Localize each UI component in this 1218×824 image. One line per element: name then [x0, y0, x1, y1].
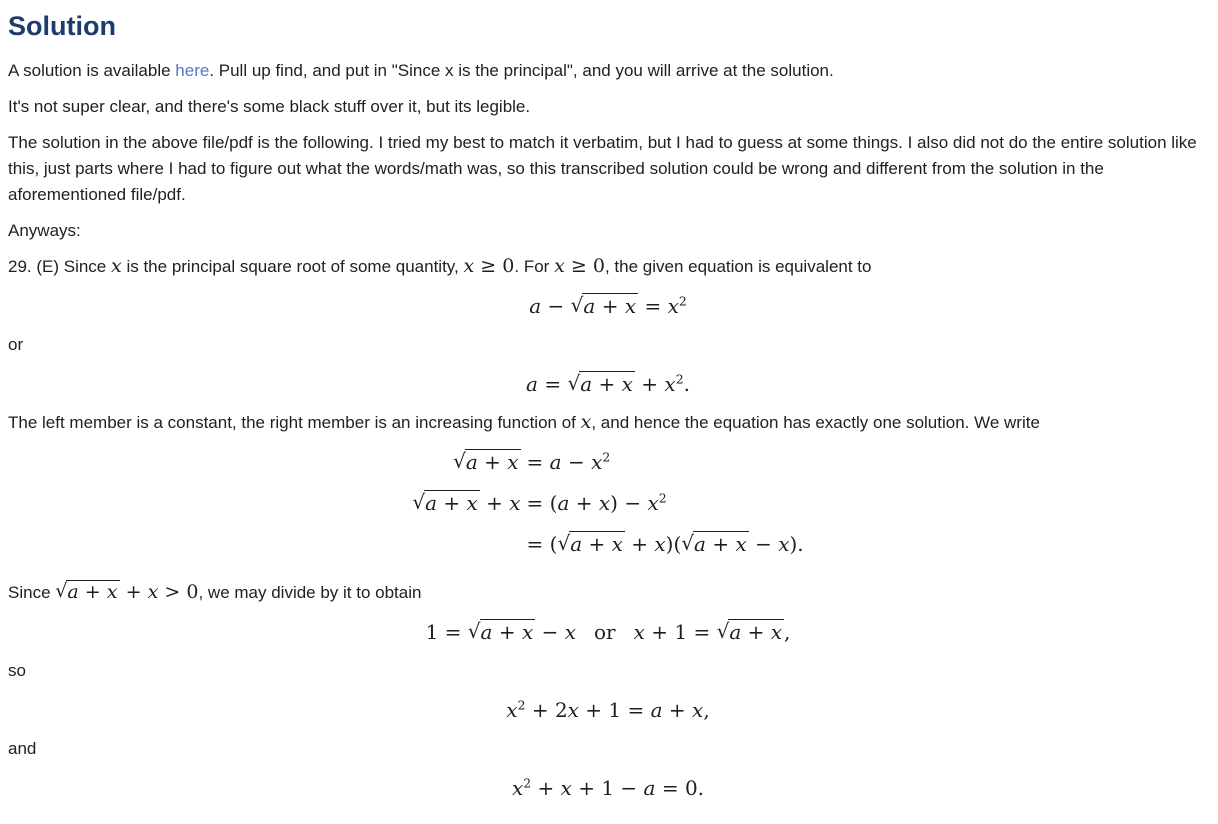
- intro-paragraph: A solution is available here. Pull up find, and put in "Since x is the principal", and you will arrive at the solution.: [8, 61, 834, 81]
- sqrt-radical: √a + x: [412, 490, 478, 516]
- equation-a-equals-sqrt: $a = √a + x + x^2$.: [526, 371, 690, 397]
- aligned-equations-grid: [412, 446, 803, 560]
- sqrt-radical: √a + x: [453, 449, 519, 475]
- inline-math: x: [580, 411, 592, 434]
- inline-math: x: [111, 255, 122, 278]
- here-link[interactable]: here: [175, 61, 210, 81]
- sqrt-radical: √a + x: [716, 619, 783, 645]
- equation-quadratic-final: $x^2 + x + 1 - a = 0$.: [511, 775, 705, 801]
- aligned-equation-lhs: [453, 446, 520, 478]
- inline-math: √a + x + x > 0: [55, 580, 199, 604]
- inline-math: x ≥ 0: [463, 255, 515, 278]
- disclaimer-paragraph: The solution in the above file/pdf is the following. I tried my best to match it verbatim, but I had to guess at some things. I also did not do the entire solution like this, just parts where I had to figure out what the words/math was, so this transcribed solution could be wrong and different from the solution in the aforementioned file/pdf.: [8, 133, 1197, 205]
- sqrt-radical: √a + x: [467, 619, 534, 645]
- left-member-paragraph: The left member is a constant, the right member is an increasing function of x, and hence the equation has exactly one solution. We write: [8, 411, 1040, 434]
- aligned-equation-rhs: = (√a + x + x)(√a + x − x).: [526, 531, 804, 557]
- aligned-equation-rhs: = $(a + x) - x^2$: [526, 490, 667, 516]
- or-connector: or: [8, 335, 24, 355]
- equation-a-minus-sqrt: $a - √a + x = x^2$: [529, 293, 687, 319]
- anyways-paragraph: Anyways:: [8, 221, 81, 241]
- aligned-equations-block: [8, 446, 1208, 560]
- sqrt-radical: √a + x: [55, 580, 118, 604]
- sqrt-radical: √a + x: [681, 531, 747, 557]
- problem-statement-paragraph: 29. (E) Since x is the principal square root of some quantity, x ≥ 0. For x ≥ 0, the given equation is equivalent to: [8, 255, 872, 278]
- inline-math: x ≥ 0: [554, 255, 605, 278]
- equation-quadratic-expanded: $x^2 + 2x + 1 = a + x$,: [506, 697, 710, 723]
- sqrt-radical: √a + x: [557, 531, 623, 557]
- equation-one-equals-or: 1 = √a + x − x or x + 1 = √a + x ,: [425, 619, 791, 645]
- so-connector: so: [8, 661, 26, 681]
- since-divide-paragraph: Since √a + x + x > 0, we may divide by it to obtain: [8, 580, 422, 604]
- sqrt-radical: √a + x: [570, 293, 637, 319]
- clarity-paragraph: It's not super clear, and there's some black stuff over it, but its legible.: [8, 97, 531, 117]
- sqrt-radical: √a + x: [567, 371, 633, 397]
- and-connector: and: [8, 739, 37, 759]
- math-word: or: [594, 620, 616, 645]
- page-title: Solution: [8, 11, 116, 41]
- aligned-equation-rhs: = $a - x^2$: [526, 449, 611, 475]
- aligned-equation-lhs: √a + x + x: [412, 490, 521, 516]
